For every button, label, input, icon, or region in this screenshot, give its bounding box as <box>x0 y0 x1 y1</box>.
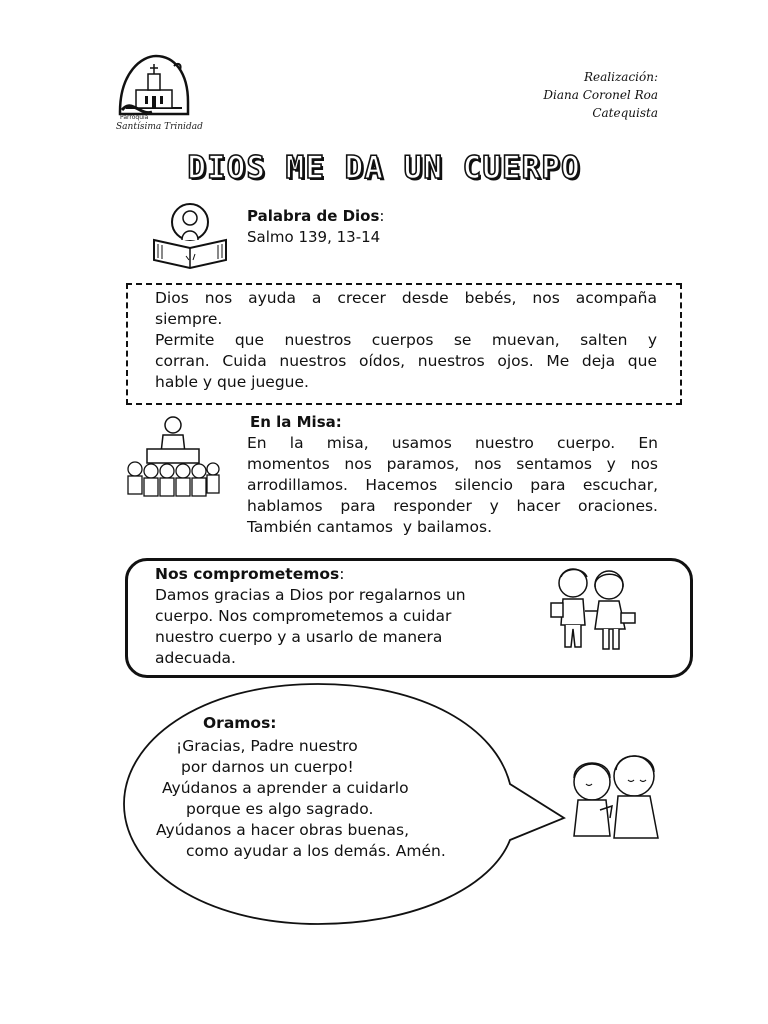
reading-text <box>155 288 657 393</box>
misa-line: hablamos para responder y hacer oraciones. <box>247 497 658 515</box>
prayer-heading: Oramos: <box>203 714 277 732</box>
children-holding-hands-icon <box>543 563 643 659</box>
commitment-line: adecuada. <box>155 649 236 667</box>
credits-role: Catequista <box>592 106 658 120</box>
commitment-colon: : <box>339 565 345 583</box>
logo-caption-name: Santísima Trinidad <box>116 122 203 132</box>
reading-line: hable y que juegue. <box>155 373 309 391</box>
credits-block <box>543 68 658 122</box>
palabra-reference: Salmo 139, 13-14 <box>247 228 381 246</box>
palabra-heading: Palabra de Dios <box>247 207 380 225</box>
reading-line: Dios nos ayuda a crecer desde bebés, nos acompaña <box>155 289 657 307</box>
mass-children-icon <box>125 413 220 501</box>
prayer-line: Ayúdanos a aprender a cuidarlo <box>162 779 409 797</box>
bible-jesus-icon <box>148 196 232 272</box>
logo-caption-parroquia: Parroquia <box>120 114 149 121</box>
children-praying-icon <box>560 748 670 848</box>
misa-text <box>247 433 658 538</box>
page-title: DIOS ME DA UN CUERPO <box>187 150 581 186</box>
reading-line: Permite que nuestros cuerpos se muevan, salten y <box>155 331 657 349</box>
prayer-line: Ayúdanos a hacer obras buenas, <box>156 821 410 839</box>
palabra-block <box>247 206 384 248</box>
misa-line: momentos nos paramos, nos sentamos y nos <box>247 455 658 473</box>
credits-author: Diana Coronel Roa <box>543 88 658 102</box>
prayer-line: ¡Gracias, Padre nuestro <box>176 737 358 755</box>
prayer-line: porque es algo sagrado. <box>186 800 374 818</box>
palabra-colon: : <box>379 207 385 225</box>
commitment-line: cuerpo. Nos comprometemos a cuidar <box>155 607 452 625</box>
credits-label: Realización: <box>584 70 658 84</box>
commitment-line: nuestro cuerpo y a usarlo de manera <box>155 628 443 646</box>
misa-line: También cantamos y bailamos. <box>247 518 492 536</box>
prayer-line: como ayudar a los demás. Amén. <box>186 842 446 860</box>
commitment-text <box>155 564 515 669</box>
misa-line: En la misa, usamos nuestro cuerpo. En <box>247 434 658 452</box>
commitment-heading: Nos comprometemos <box>155 565 340 583</box>
misa-line: arrodillamos. Hacemos silencio para escuchar, <box>247 476 658 494</box>
prayer-line: por darnos un cuerpo! <box>181 758 354 776</box>
reading-line: corran. Cuida nuestros oídos, nuestros ojos. Me deja que <box>155 352 657 370</box>
commitment-line: Damos gracias a Dios por regalarnos un <box>155 586 466 604</box>
misa-heading: En la Misa: <box>250 413 342 431</box>
reading-line: siempre. <box>155 310 223 328</box>
